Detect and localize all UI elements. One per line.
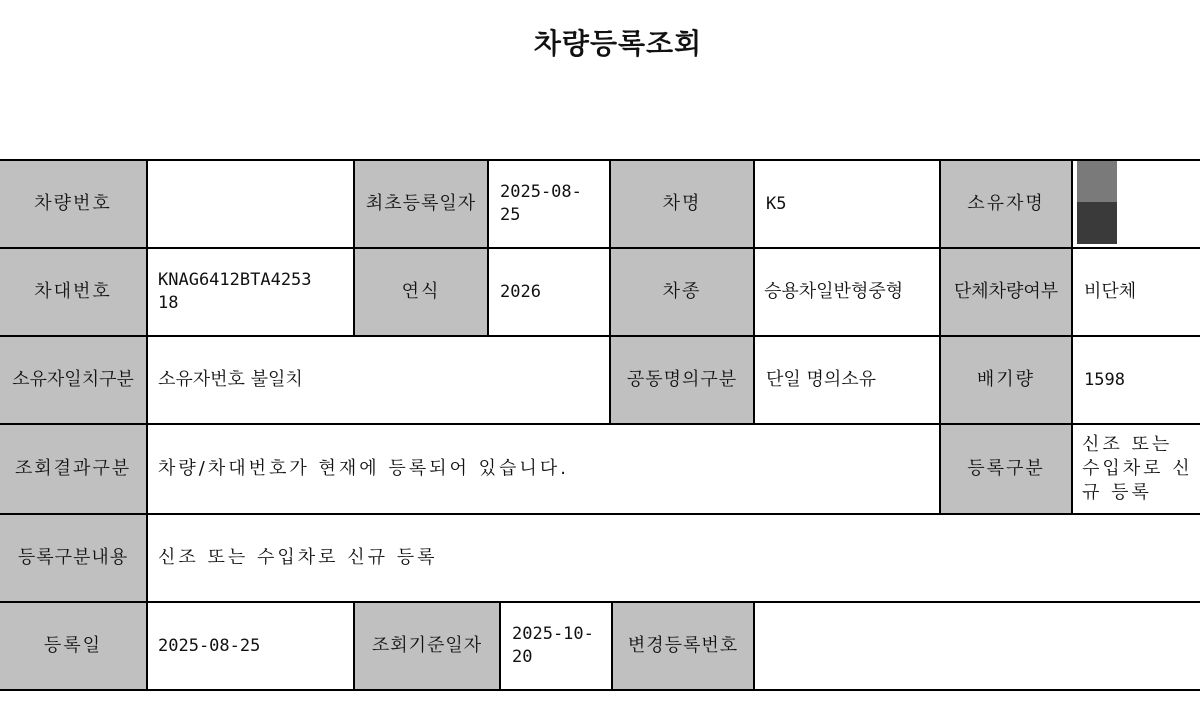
page-title: 차량등록조회 (533, 27, 703, 60)
value-change-registration-number (754, 602, 1200, 690)
value-first-registration-date: 2025-08-25 (488, 160, 610, 248)
label-owner-match: 소유자일치구분 (0, 336, 146, 424)
value-registration-type: 신조 또는 수입차로 신규 등록 (1072, 424, 1200, 514)
label-vehicle-type: 차종 (610, 248, 754, 336)
grid-line (146, 160, 148, 690)
value-vehicle-number (146, 160, 354, 248)
grid-line (487, 160, 489, 336)
label-owner-name: 소유자명 (940, 160, 1072, 248)
label-vehicle-number: 차량번호 (0, 160, 146, 248)
label-lookup-base-date: 조회기준일자 (354, 602, 500, 690)
label-group-vehicle: 단체차량여부 (940, 248, 1072, 336)
grid-line (499, 602, 501, 690)
value-group-vehicle: 비단체 (1072, 248, 1200, 336)
label-lookup-result: 조회결과구분 (0, 424, 146, 514)
label-registration-date: 등록일 (0, 602, 146, 690)
grid-line (353, 160, 355, 336)
value-registration-date: 2025-08-25 (146, 602, 354, 690)
grid-line (611, 602, 613, 690)
value-owner-match: 소유자번호 불일치 (146, 336, 610, 424)
blank-mask (148, 150, 296, 159)
grid-line (0, 689, 1200, 691)
grid-line (0, 513, 1200, 515)
grid-line (0, 601, 1200, 603)
value-displacement: 1598 (1072, 336, 1200, 424)
grid-line (353, 602, 355, 690)
grid-line (0, 247, 1200, 249)
value-joint-ownership: 단일 명의소유 (754, 336, 940, 424)
value-car-name: K5 (754, 160, 940, 248)
grid-line (753, 602, 755, 690)
grid-line (0, 335, 1200, 337)
label-vin: 차대번호 (0, 248, 146, 336)
grid-line (939, 160, 941, 514)
label-first-registration-date: 최초등록일자 (354, 160, 488, 248)
label-change-registration-number: 변경등록번호 (612, 602, 754, 690)
value-model-year: 2026 (488, 248, 610, 336)
label-displacement: 배기량 (940, 336, 1072, 424)
grid-line (1071, 160, 1073, 514)
label-registration-type: 등록구분 (940, 424, 1072, 514)
redaction-block (1077, 160, 1117, 202)
value-lookup-base-date: 2025-10-20 (500, 602, 612, 690)
value-vehicle-type: 승용차일반형중형 (754, 248, 940, 336)
grid-line (0, 159, 1200, 161)
grid-line (0, 423, 1200, 425)
label-joint-ownership: 공동명의구분 (610, 336, 754, 424)
label-model-year: 연식 (354, 248, 488, 336)
value-lookup-result: 차량/차대번호가 현재에 등록되어 있습니다. (146, 424, 940, 514)
grid-line (609, 160, 611, 424)
grid-line (753, 160, 755, 424)
label-car-name: 차명 (610, 160, 754, 248)
redaction-block (1077, 202, 1117, 244)
label-registration-type-detail: 등록구분내용 (0, 514, 146, 602)
value-vin: KNAG6412BTA425318 (146, 248, 354, 336)
value-registration-type-detail: 신조 또는 수입차로 신규 등록 (146, 514, 1200, 602)
